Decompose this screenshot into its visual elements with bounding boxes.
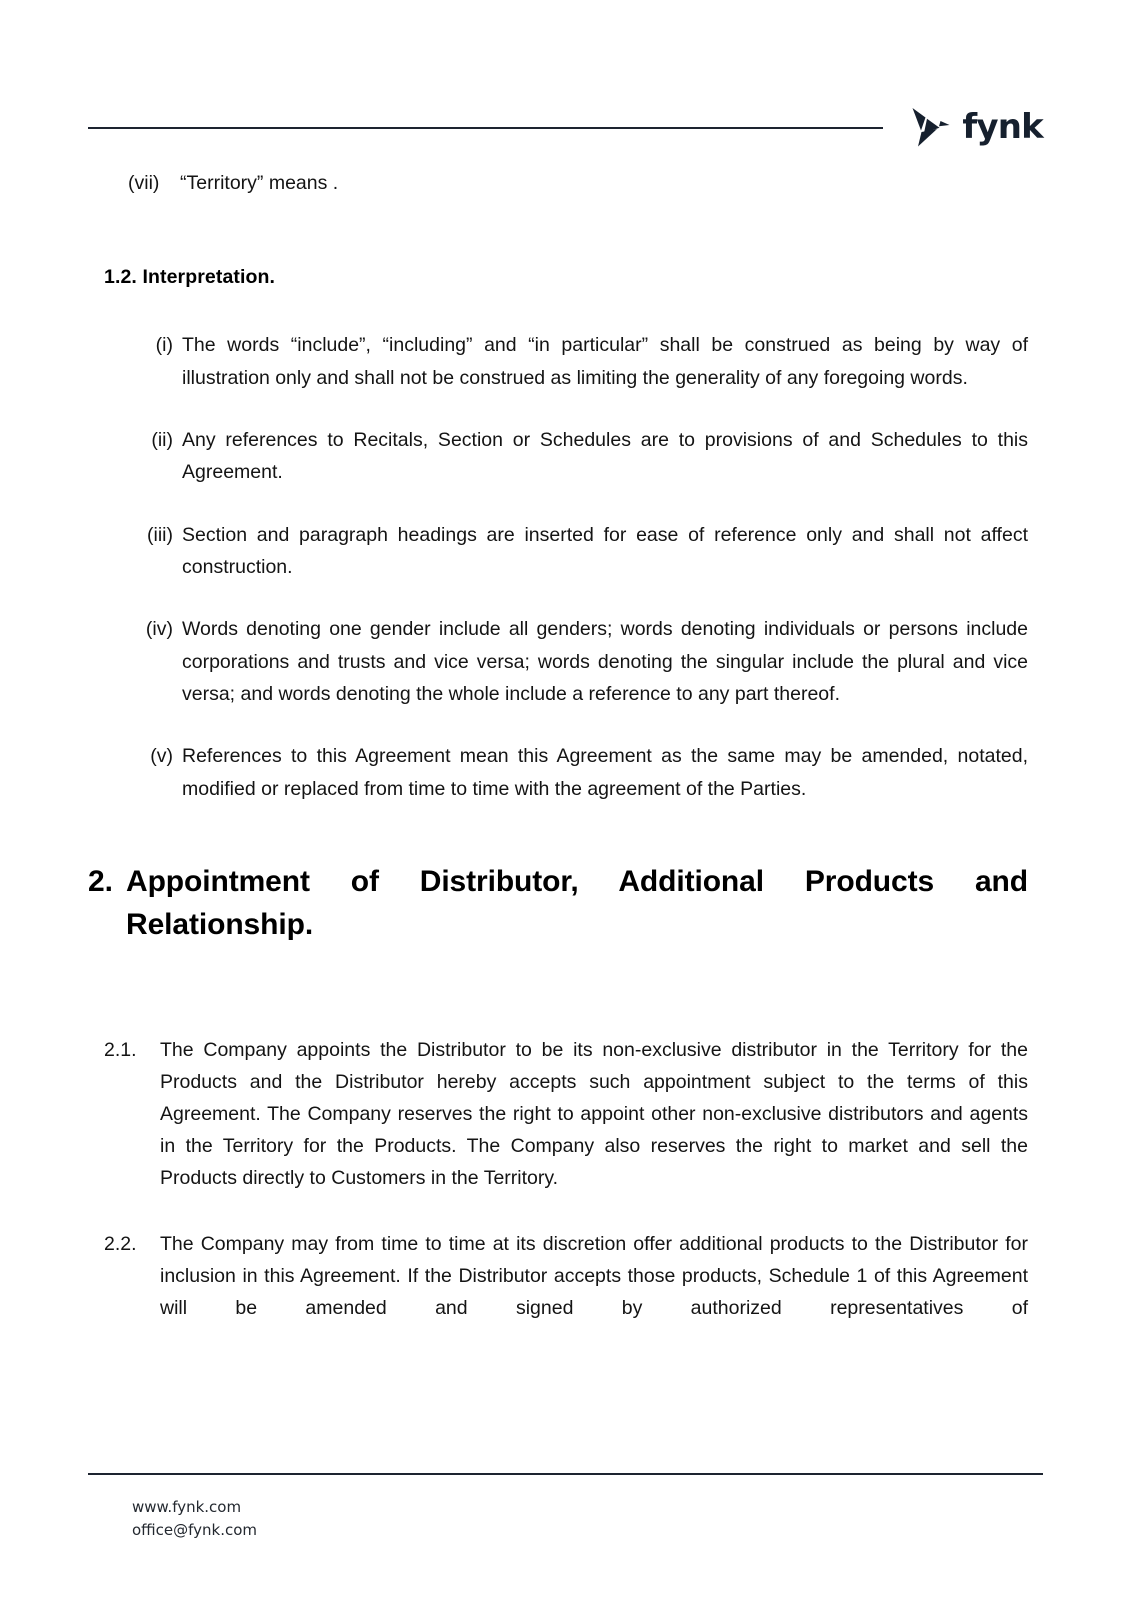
heading-2-appointment: [88, 861, 1028, 989]
clause-text: References to this Agreement mean this Agreement as the same may be amended, notated, modified or replaced from time to time with the agreement of the Parties.: [182, 745, 1028, 800]
page-footer: [88, 1473, 1043, 1543]
clause-iv: [140, 613, 1028, 710]
footer-divider: [88, 1473, 1043, 1475]
clause-2-1: [104, 1035, 1028, 1195]
page-header: [88, 96, 1043, 158]
footer-email[interactable]: office@fynk.com: [132, 1520, 258, 1539]
clause-text: The Company appoints the Distributor to be its non-exclusive distributor in the Territory for the Products and the Distributor hereby accepts such appointment subject to the terms of this Agreement. The Company reserves the right to appoint other non-exclusive distributors and agents in the Territory for the Products. The Company also reserves the right to market and sell the Products directly to Customers in the Territory.: [160, 1038, 1028, 1189]
clause-marker: (ii): [151, 428, 173, 451]
brand-logo: [883, 105, 1043, 149]
clause-marker: (v): [150, 745, 173, 768]
clause-text: Section and paragraph headings are inserted for ease of reference only and shall not affect construction.: [182, 523, 1028, 579]
clause-text: Words denoting one gender include all genders; words denoting individuals or persons include corporations and trusts and vice versa; words denoting the singular include the plural and vice versa; and words denoting the whole include a reference to any part thereof.: [182, 618, 1028, 706]
heading-number: 2.: [88, 865, 113, 899]
footer-contact: [132, 1496, 1043, 1543]
clause-marker: (iv): [145, 618, 173, 641]
clause-text: “Territory” means .: [180, 172, 339, 194]
clause-marker: (vii): [128, 172, 160, 194]
clause-marker: 2.2.: [104, 1232, 137, 1255]
document-body: [88, 168, 1028, 1391]
clause-marker: (i): [155, 334, 173, 357]
clause-iii: [140, 519, 1028, 584]
section-2-clause-list: [104, 1035, 1028, 1357]
clause-ii: [140, 424, 1028, 489]
footer-website[interactable]: www.fynk.com: [132, 1497, 242, 1516]
clause-i: [140, 329, 1028, 394]
clause-vii-territory: [128, 168, 1028, 198]
clause-text: The words “include”, “including” and “in particular” shall be construed as being by way of illustration only and shall not be construed as limiting the generality of any foregoing words.: [182, 334, 1028, 389]
fynk-origami-bird-logo-icon: [909, 105, 951, 149]
clause-marker: 2.1.: [104, 1038, 137, 1061]
interpretation-clause-list: [140, 329, 1028, 805]
heading-text: Appointment of Distributor, Additional Products and Relationship.: [126, 865, 1028, 941]
clause-text: Any references to Recitals, Section or Schedules are to provisions of and Schedules to this Agreement.: [182, 428, 1028, 484]
clause-2-2: [104, 1229, 1028, 1357]
heading-1-2-interpretation: 1.2. Interpretation.: [104, 266, 276, 289]
clause-text: The Company may from time to time at its discretion offer additional products to the Distributor for inclusion in this Agreement. If the Distributor accepts those products, Schedule 1 of this Agreement will be amended and signed by authorized representatives of: [160, 1232, 1028, 1319]
brand-name: fynk: [962, 107, 1043, 147]
clause-marker: (iii): [147, 523, 173, 546]
clause-v: [140, 740, 1028, 805]
